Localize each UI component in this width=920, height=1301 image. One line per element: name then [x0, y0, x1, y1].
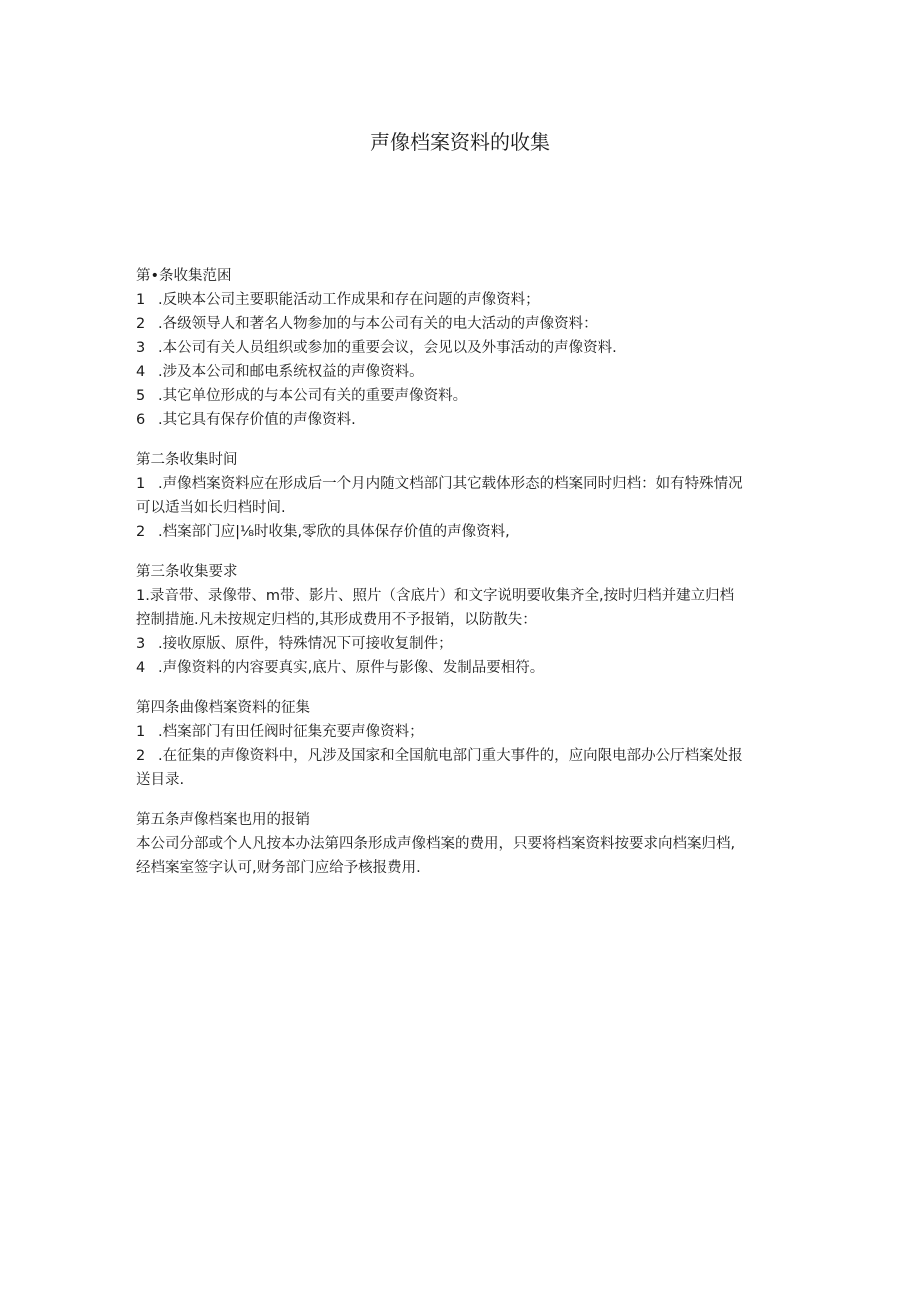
list-item — [136, 408, 786, 432]
item-number: 1 — [136, 292, 146, 308]
section-4 — [136, 696, 786, 792]
list-item — [136, 744, 786, 768]
item-number: 2 — [136, 316, 146, 332]
paragraph-line: 本公司分部或个人凡按本办法第四条形成声像档案的费用，只要将档案资料按要求向档案归档, — [136, 836, 736, 852]
item-text: .各级领导人和著名人物参加的与本公司有关的电大活动的声像资料： — [158, 316, 598, 332]
paragraph-line: 控制措施.凡未按规定归档的,其形成费用不予报销，以防散失： — [136, 612, 537, 628]
list-item — [136, 720, 786, 744]
document-body — [136, 264, 786, 896]
section-5 — [136, 808, 786, 880]
item-text: .其它具有保存价值的声像资料. — [158, 412, 356, 428]
item-text: .声像资料的内容要真实,底片、原件与影像、发制品要相符。 — [158, 660, 545, 676]
list-item — [136, 384, 786, 408]
item-number: 4 — [136, 660, 146, 676]
section-3 — [136, 560, 786, 680]
item-text-first-line: .在征集的声像资料中，凡涉及国家和全国航电部门重大事件的，应向限电部办公厅档案处报 — [158, 748, 743, 764]
list-item — [136, 312, 786, 336]
list-item — [136, 632, 786, 656]
list-item — [136, 336, 786, 360]
paragraph-line: 1.录音带、录像带、m带、影片、照片（含底片）和文字说明要收集齐全,按时归档并建立归档 — [136, 588, 735, 604]
item-text: .本公司有关人员组织或参加的重要会议，会见以及外事活动的声像资料. — [158, 340, 617, 356]
item-text-continuation: 可以适当如长归档时间. — [136, 500, 286, 516]
paragraph-line: 经档案室签字认可,财务部门应给予核报费用. — [136, 860, 421, 876]
section-heading: 第•条收集范困 — [136, 268, 232, 284]
list-item — [136, 288, 786, 312]
document-title: 声像档案资料的收集 — [370, 130, 550, 154]
item-text: .档案部门有田任阀时征集充要声像资料； — [158, 724, 424, 740]
item-number: 1 — [136, 724, 146, 740]
list-item — [136, 656, 786, 680]
item-number: 6 — [136, 412, 146, 428]
item-text: .其它单位形成的与本公司有关的重要声像资料。 — [158, 388, 468, 404]
item-text: .接收原版、原件，特殊情况下可接收复制件； — [158, 636, 453, 652]
item-number: 2 — [136, 748, 146, 764]
list-item — [136, 360, 786, 384]
item-number: 5 — [136, 388, 146, 404]
item-text-continuation: 送目录. — [136, 772, 185, 788]
item-number: 1 — [136, 476, 146, 492]
section-1 — [136, 264, 786, 432]
item-number: 3 — [136, 340, 146, 356]
section-heading: 第四条曲像档案资料的征集 — [136, 700, 310, 716]
list-item — [136, 520, 786, 544]
section-heading: 第二条收集时间 — [136, 452, 238, 468]
item-number: 2 — [136, 524, 146, 540]
item-number: 4 — [136, 364, 146, 380]
item-text: .涉及本公司和邮电系统权益的声像资料。 — [158, 364, 424, 380]
item-text: .反映本公司主要职能活动工作成果和存在问题的声像资料； — [158, 292, 540, 308]
item-text-first-line: .声像档案资料应在形成后一个月内随文档部门其它载体形态的档案同时归档：如有特殊情况 — [158, 476, 743, 492]
item-text: .档案部门应|⅛时收集,零欣的具体保存价值的声像资料, — [158, 524, 510, 540]
item-number: 3 — [136, 636, 146, 652]
section-2 — [136, 448, 786, 544]
section-heading: 第三条收集要求 — [136, 564, 238, 580]
section-heading: 第五条声像档案也用的报销 — [136, 812, 310, 828]
list-item — [136, 472, 786, 496]
